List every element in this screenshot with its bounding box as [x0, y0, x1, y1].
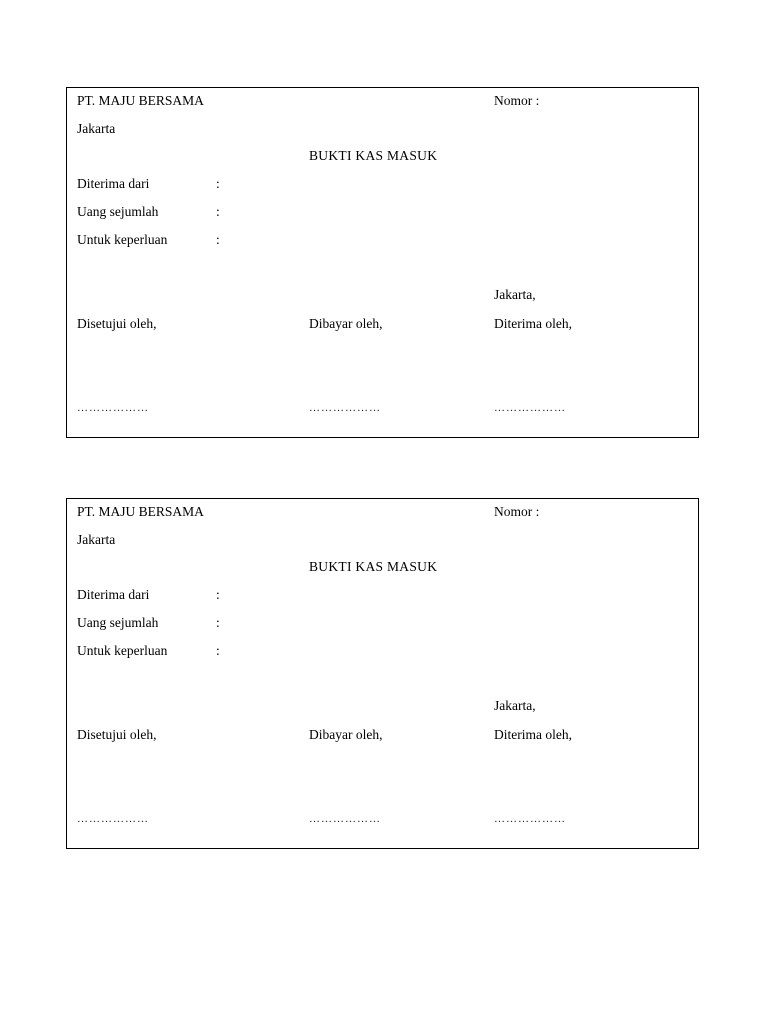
- approved-signature-line: ………………: [77, 402, 149, 414]
- place-date-label: Jakarta,: [494, 698, 536, 713]
- form-title: BUKTI KAS MASUK: [309, 148, 438, 163]
- received-by-label: Diterima oleh,: [494, 727, 572, 742]
- received-from-label: Diterima dari: [77, 176, 150, 191]
- receipt-form-2: [66, 498, 699, 849]
- paid-by-label: Dibayar oleh,: [309, 316, 383, 331]
- received-signature-line: ………………: [494, 402, 566, 414]
- company-name: PT. MAJU BERSAMA: [77, 504, 204, 519]
- purpose-label: Untuk keperluan: [77, 643, 168, 658]
- purpose-colon: :: [216, 232, 220, 247]
- received-from-colon: :: [216, 587, 220, 602]
- company-city: Jakarta: [77, 121, 116, 136]
- received-by-label: Diterima oleh,: [494, 316, 572, 331]
- approved-by-label: Disetujui oleh,: [77, 727, 157, 742]
- receipt-form-1: [66, 87, 699, 438]
- company-city: Jakarta: [77, 532, 116, 547]
- purpose-colon: :: [216, 643, 220, 658]
- amount-colon: :: [216, 204, 220, 219]
- received-signature-line: ………………: [494, 813, 566, 825]
- paid-by-label: Dibayar oleh,: [309, 727, 383, 742]
- received-from-colon: :: [216, 176, 220, 191]
- paid-signature-line: ………………: [309, 402, 381, 414]
- number-label: Nomor :: [494, 93, 540, 108]
- amount-colon: :: [216, 615, 220, 630]
- paid-signature-line: ………………: [309, 813, 381, 825]
- received-from-label: Diterima dari: [77, 587, 150, 602]
- company-name: PT. MAJU BERSAMA: [77, 93, 204, 108]
- approved-by-label: Disetujui oleh,: [77, 316, 157, 331]
- form-title: BUKTI KAS MASUK: [309, 559, 438, 574]
- approved-signature-line: ………………: [77, 813, 149, 825]
- amount-label: Uang sejumlah: [77, 204, 159, 219]
- amount-label: Uang sejumlah: [77, 615, 159, 630]
- number-label: Nomor :: [494, 504, 540, 519]
- purpose-label: Untuk keperluan: [77, 232, 168, 247]
- place-date-label: Jakarta,: [494, 287, 536, 302]
